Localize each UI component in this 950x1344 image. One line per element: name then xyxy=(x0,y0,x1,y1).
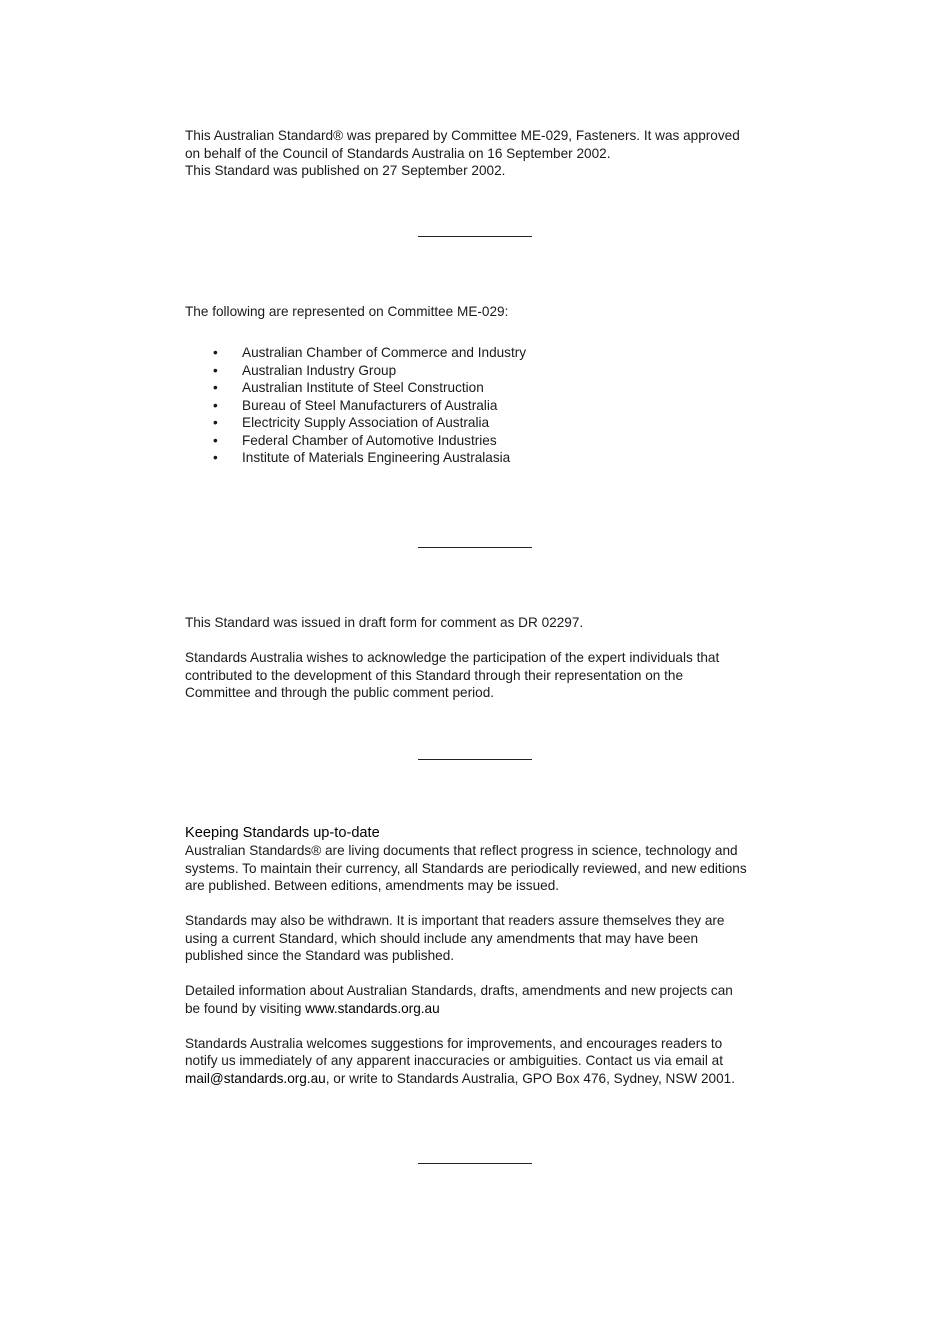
section-heading: Keeping Standards up-to-date xyxy=(185,825,380,841)
paragraph-line: Australian Standards® are living documents that reflect progress in science, technology and xyxy=(185,843,738,858)
section-divider xyxy=(418,547,532,548)
acknowledgement-line: Committee and through the public comment period. xyxy=(185,685,495,700)
paragraph-line: using a current Standard, which should include any amendments that may have been xyxy=(185,930,699,946)
section-divider xyxy=(418,236,532,237)
committee-section xyxy=(185,303,775,321)
paragraph-text: be found by visiting xyxy=(185,1000,306,1016)
acknowledgement-line: Standards Australia wishes to acknowledge the participation of the expert individuals that xyxy=(185,650,720,665)
acknowledgement-line: contributed to the development of this Standard through their representation on the xyxy=(185,667,684,683)
paragraph-line: Standards may also be withdrawn. It is important that readers assure themselves they are xyxy=(185,913,725,928)
paragraph-line: Standards Australia welcomes suggestions for improvements, and encourages readers to xyxy=(185,1035,723,1051)
list-item: • Australian Chamber of Commerce and Industry xyxy=(185,344,775,362)
approval-line: This Australian Standard® was prepared by Committee ME-029, Fasteners. It was approved xyxy=(185,128,740,143)
list-item: • Bureau of Steel Manufacturers of Australia xyxy=(185,397,775,415)
draft-section xyxy=(185,614,775,702)
website-link[interactable]: www.standards.org.au xyxy=(305,1000,440,1016)
email-link[interactable]: mail@standards.org.au xyxy=(185,1070,326,1086)
paragraph-line: Detailed information about Australian Standards, drafts, amendments and new projects can xyxy=(185,983,733,998)
list-item: • Electricity Supply Association of Australia xyxy=(185,414,775,432)
keeping-section xyxy=(185,824,775,1087)
paragraph-line xyxy=(185,1000,775,1018)
committee-intro: The following are represented on Committee ME-029: xyxy=(185,304,509,319)
list-item: • Australian Institute of Steel Construction xyxy=(185,379,775,397)
paragraph-line: notify us immediately of any apparent inaccuracies or ambiguities. Contact us via email at xyxy=(185,1053,723,1068)
approval-line: on behalf of the Council of Standards Australia on 16 September 2002. xyxy=(185,145,611,161)
section-divider xyxy=(418,1163,532,1164)
list-item: • Australian Industry Group xyxy=(185,362,775,380)
paragraph-line: systems. To maintain their currency, all Standards are periodically reviewed, and new editions xyxy=(185,860,747,876)
publication-line: This Standard was published on 27 September 2002. xyxy=(185,163,506,178)
list-item: • Federal Chamber of Automotive Industries xyxy=(185,432,775,450)
paragraph-line: are published. Between editions, amendments may be issued. xyxy=(185,878,560,893)
list-item: • Institute of Materials Engineering Australasia xyxy=(185,449,775,467)
approval-statement xyxy=(185,127,775,180)
draft-statement: This Standard was issued in draft form for comment as DR 02297. xyxy=(185,615,584,630)
paragraph-line: published since the Standard was published. xyxy=(185,948,455,963)
committee-members xyxy=(185,344,775,467)
paragraph-text: , or write to Standards Australia, GPO Box 476, Sydney, NSW 2001. xyxy=(325,1070,736,1086)
paragraph-line xyxy=(185,1070,775,1088)
member-list xyxy=(185,344,775,467)
section-divider xyxy=(418,759,532,760)
